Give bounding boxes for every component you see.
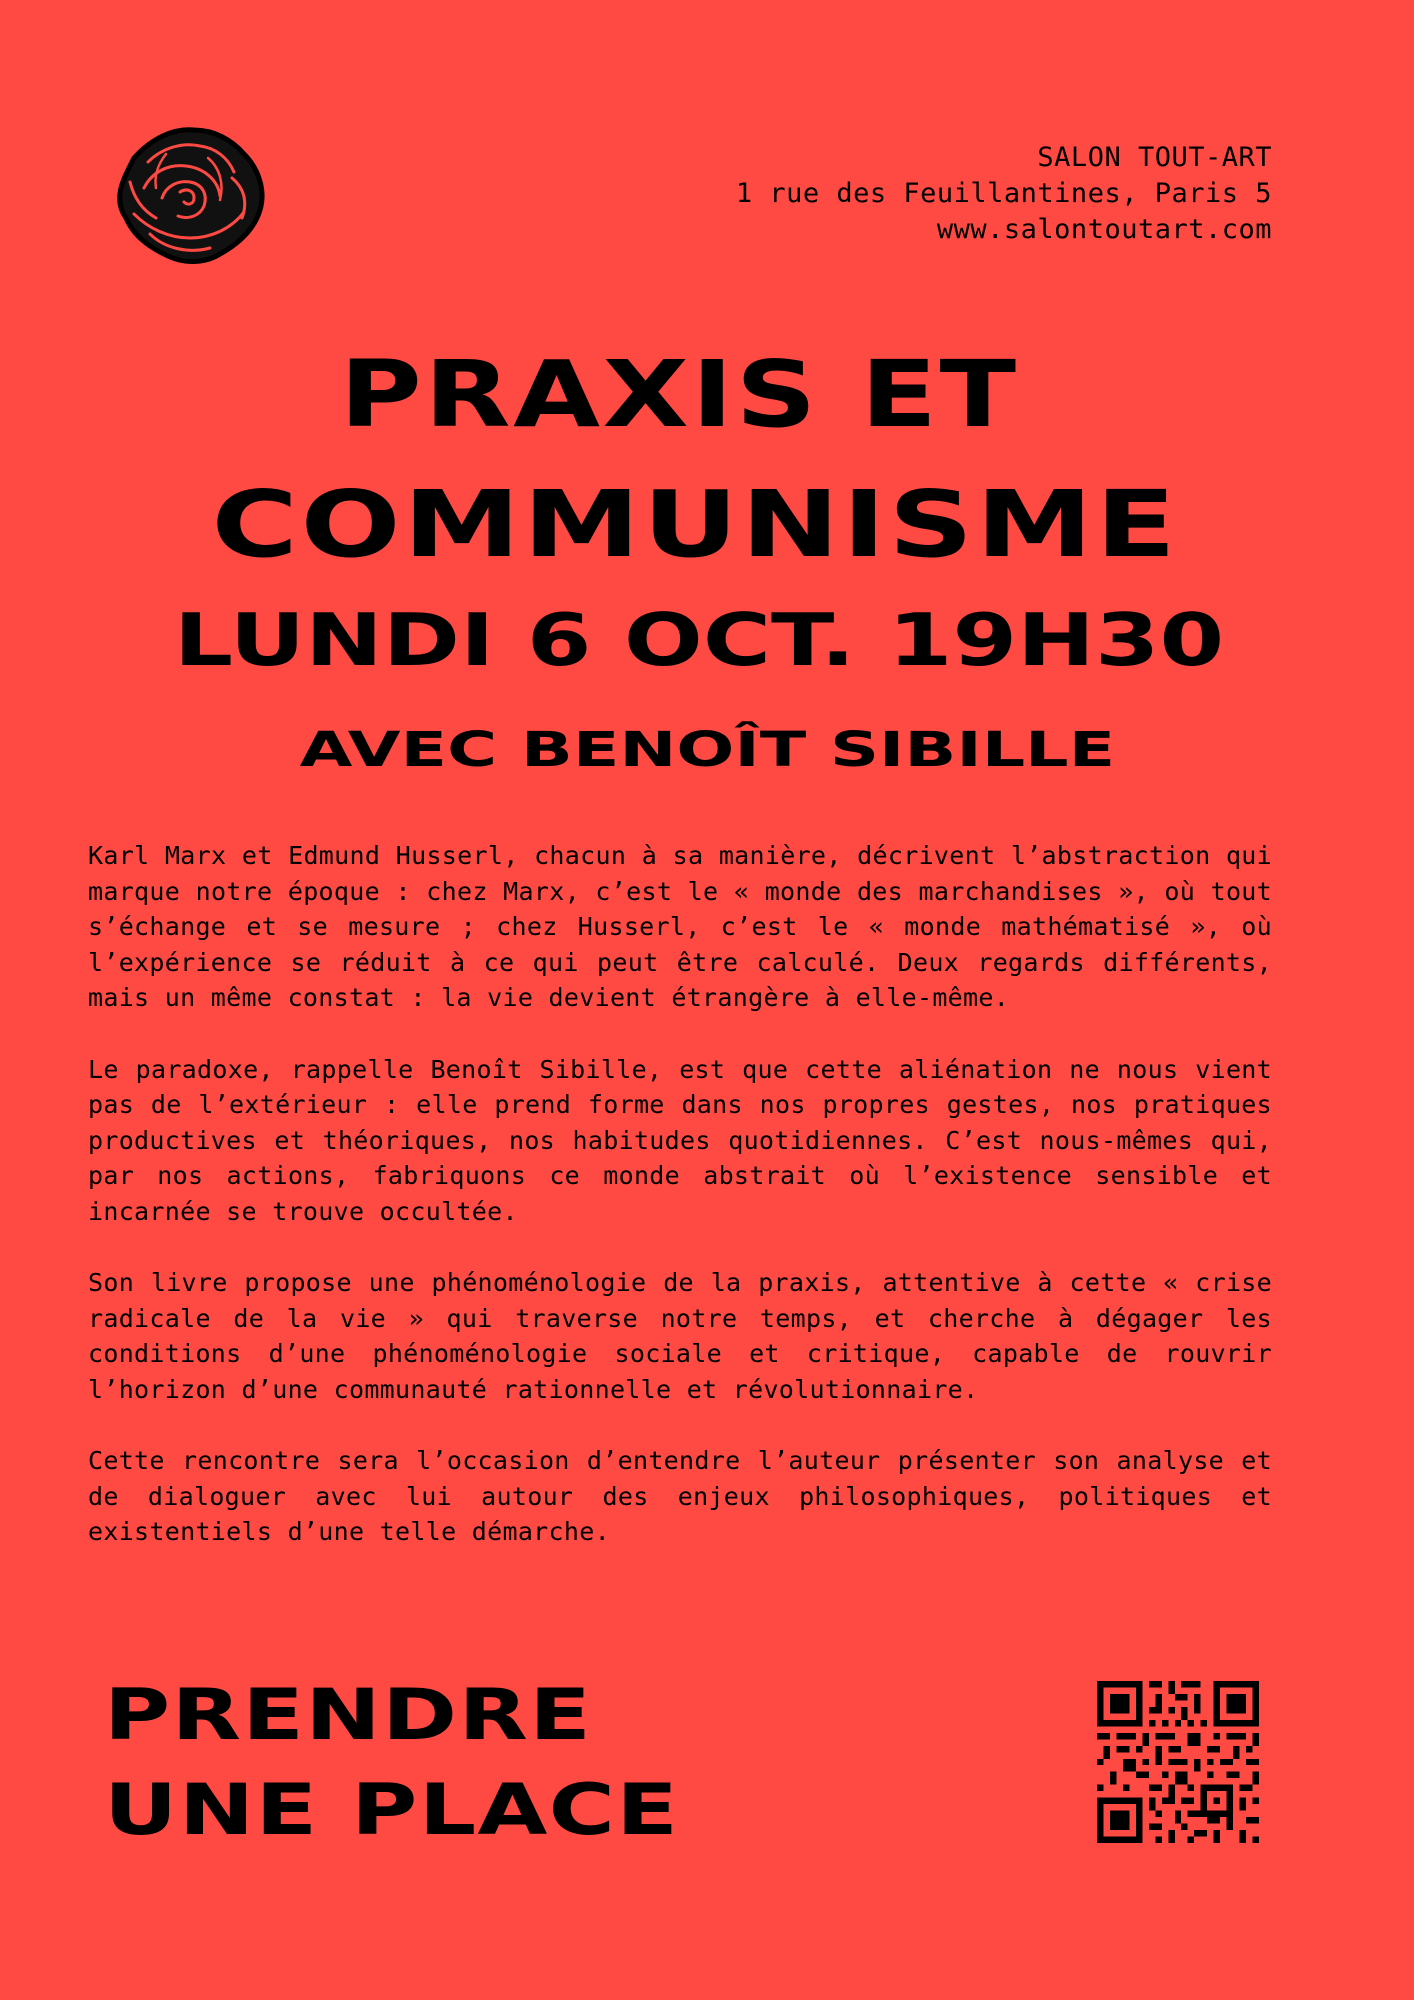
venue-info	[736, 140, 1272, 248]
book-seat-button[interactable]	[104, 1668, 679, 1858]
qr-code-icon[interactable]	[1097, 1681, 1259, 1843]
event-title-line-1	[0, 335, 1414, 455]
description-paragraph: Karl Marx et Edmund Husserl, chacun à sa manière, décrivent l’abstraction qui marque notre époque : chez Marx, c’est le « monde des marchandises », où tout s’échange et se mesure ; chez Husserl, c’est le « monde mathématisé », où l’expérience se réduit à ce qui peut être calculé. Deux regards différents, mais un même constat : la vie devient étrangère à elle-même.	[88, 841, 1272, 1013]
cta-line-2: UNE PLACE	[104, 1769, 680, 1851]
description-paragraph: Son livre propose une phénoménologie de la praxis, attentive à cette « crise radicale de la vie » qui traverse notre temps, et cherche à dégager les conditions d’une phénoménologie sociale et critique, capable de rouvrir l’horizon d’une communauté rationnelle et révolutionnaire.	[88, 1268, 1272, 1404]
event-date-time: LUNDI 6 OCT. 19H30	[173, 598, 1225, 682]
venue-website-link[interactable]: www.salontoutart.com	[936, 214, 1272, 245]
event-description	[88, 838, 1272, 1585]
event-title-line-2	[0, 465, 1414, 585]
rose-icon	[104, 118, 272, 270]
venue-address: 1 rue des Feuillantines, Paris 5	[735, 178, 1272, 209]
venue-name: SALON TOUT-ART	[1037, 142, 1272, 173]
description-paragraph: Cette rencontre sera l’occasion d’entendre l’auteur présenter son analyse et de dialoguer avec lui autour des enjeux philosophiques, politiques et existentiels d’une telle démarche.	[88, 1446, 1272, 1547]
cta-line-1: PRENDRE	[104, 1674, 593, 1756]
event-title-text-2: COMMUNISME	[211, 471, 1179, 578]
event-speaker: AVEC BENOÎT SIBILLE	[299, 722, 1116, 778]
event-title-text-1: PRAXIS ET	[339, 341, 1019, 448]
description-paragraph: Le paradoxe, rappelle Benoît Sibille, est que cette aliénation ne nous vient pas de l’extérieur : elle prend forme dans nos propres gestes, nos pratiques productives et théoriques, nos habitudes quotidiennes. C’est nous-mêmes qui, par nos actions, fabriquons ce monde abstrait où l’existence sensible et incarnée se trouve occultée.	[88, 1054, 1272, 1226]
